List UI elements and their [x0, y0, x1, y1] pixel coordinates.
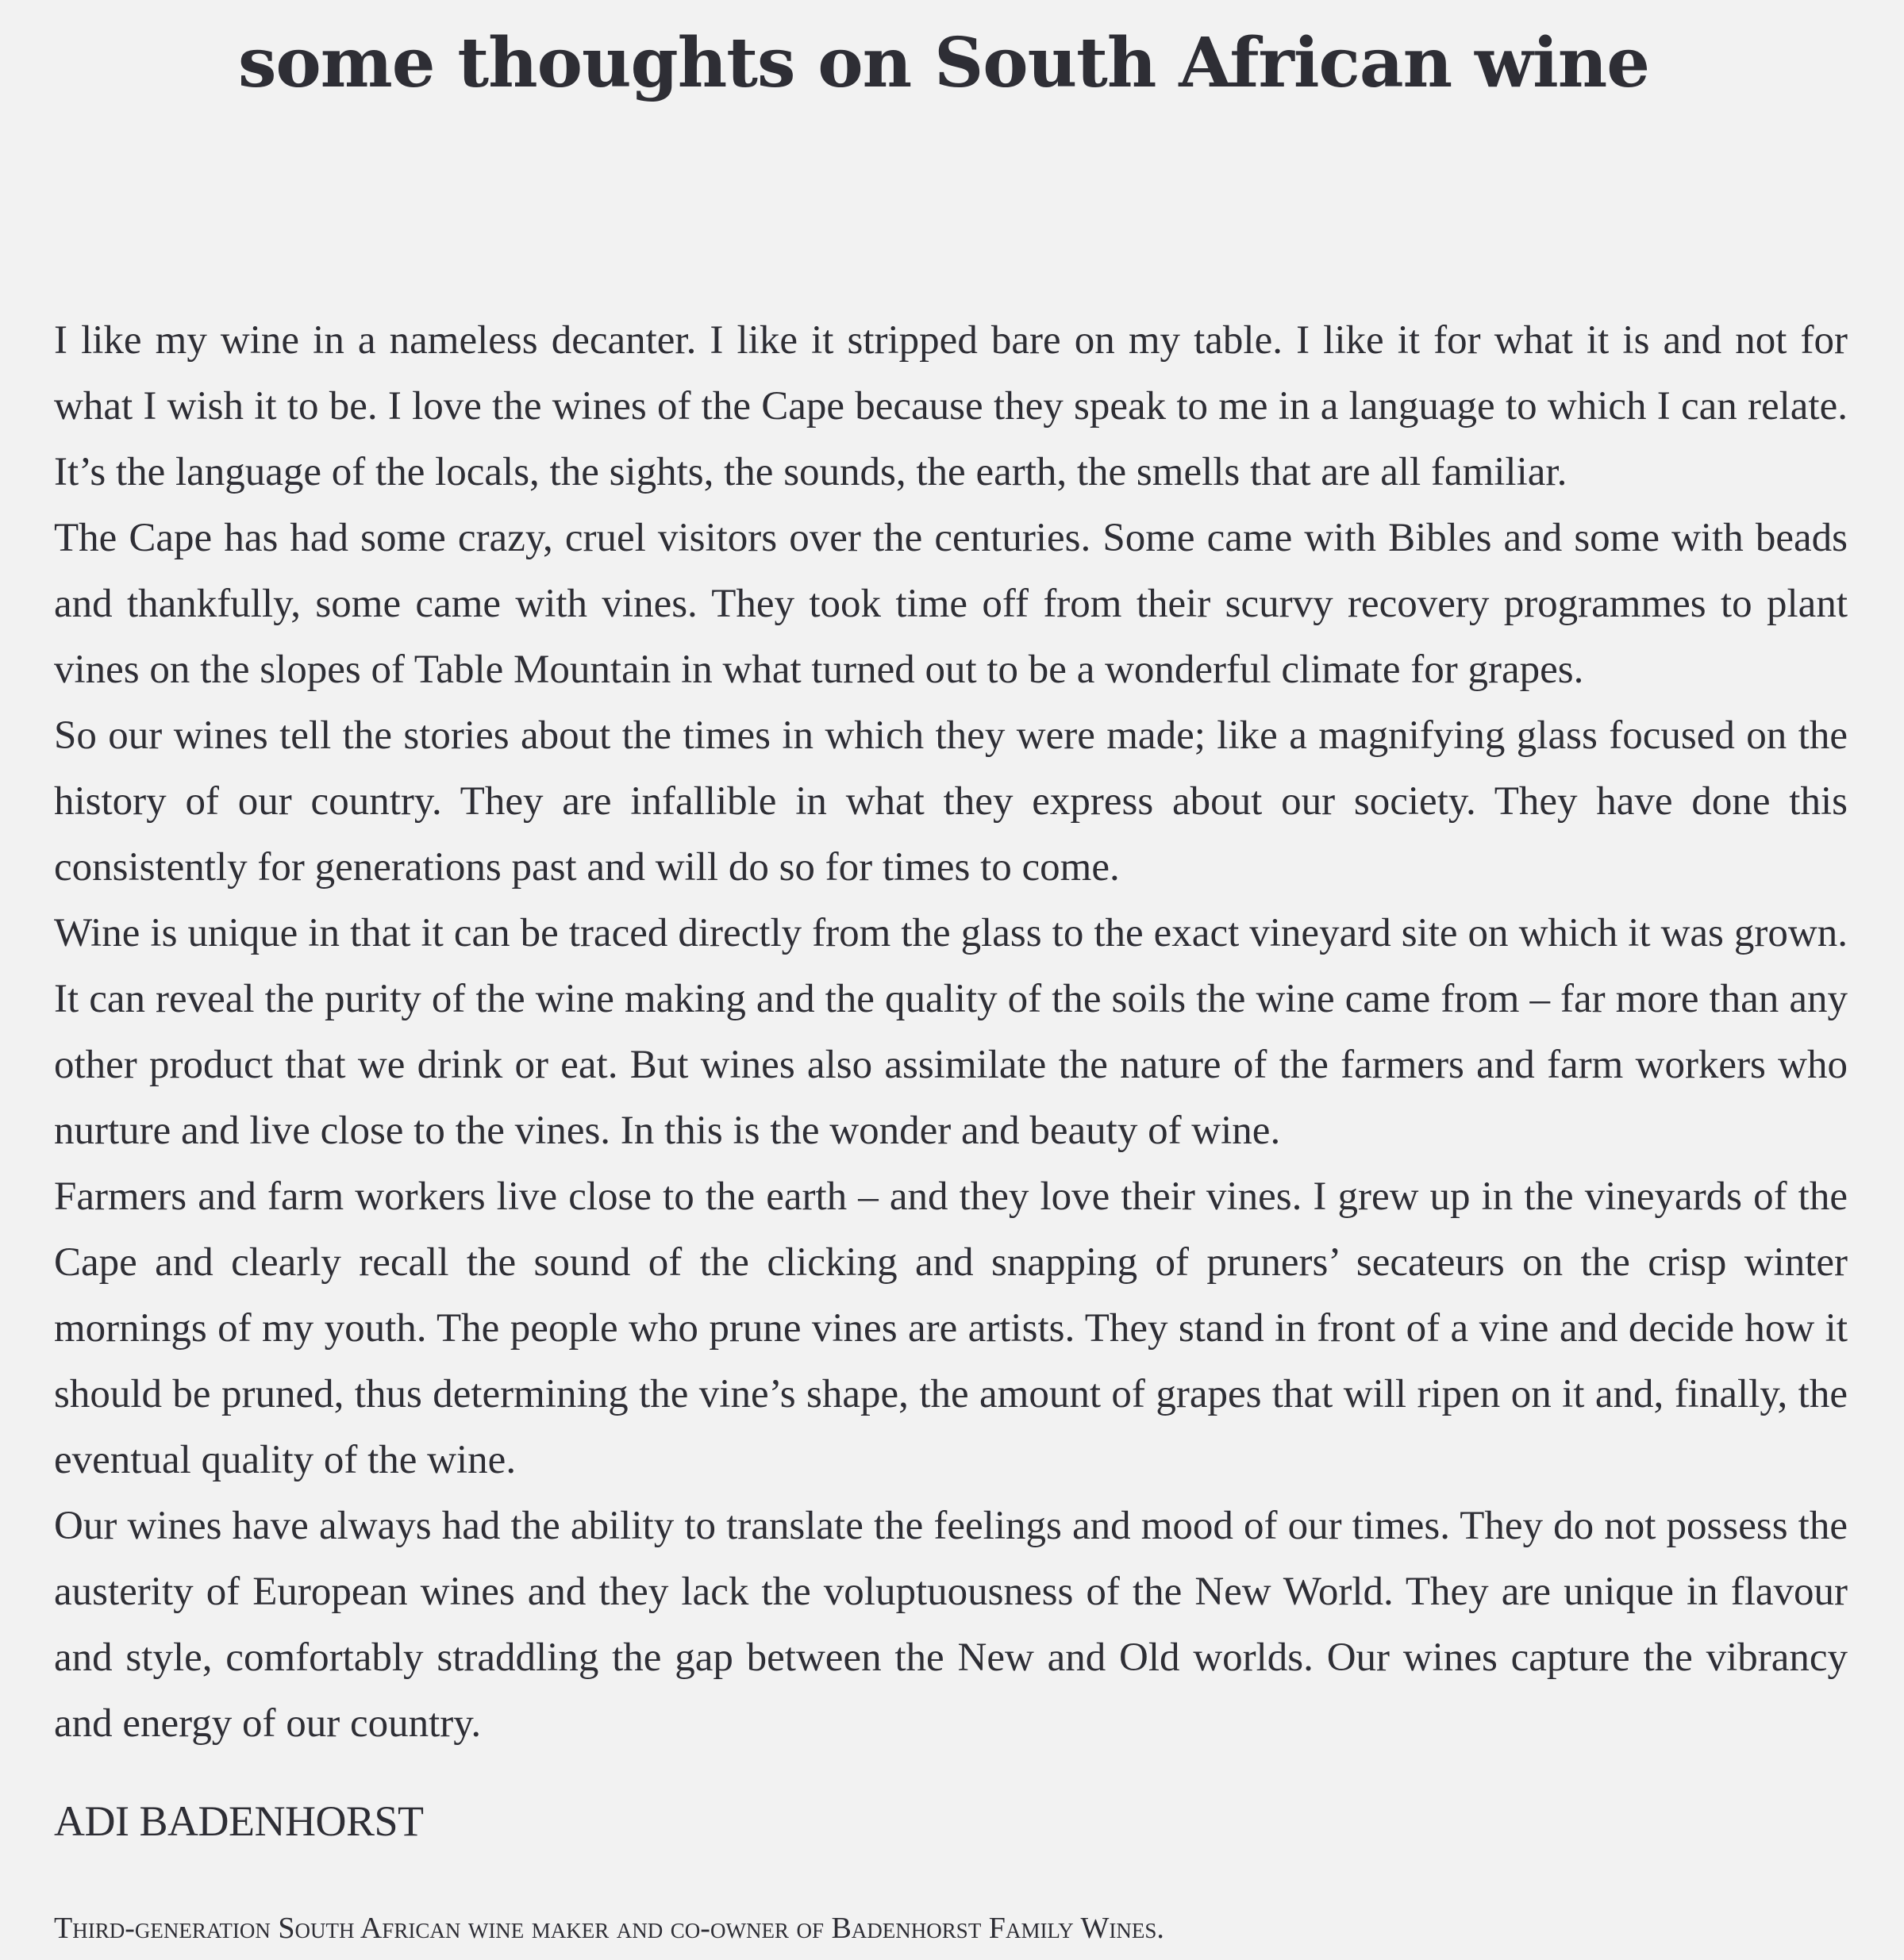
paragraph: The Cape has had some crazy, cruel visitors over the centuries. Some came with Bibles and some with beads and thankfully, some came with vines. They took time off from their scurvy recovery programmes to plant vines on the slopes of Table Mountain in what turned out to be a wonderful climate for grapes. [54, 516, 1848, 692]
article-body [54, 308, 1848, 1757]
paragraph: So our wines tell the stories about the times in which they were made; like a magnifying glass focused on the history of our country. They are infallible in what they express about our society. They have done this consistently for generations past and will do so for times to come. [54, 713, 1848, 890]
author-description: Third-generation South African wine maker and co-owner of Badenhorst Family Wines. [54, 1912, 1164, 1945]
author-name: ADI BADENHORST [54, 1797, 424, 1845]
paragraph: Wine is unique in that it can be traced directly from the glass to the exact vineyard site on which it was grown. It can reveal the purity of the wine making and the quality of the soils the wine came from – far more than any other product that we drink or eat. But wines also assimilate the nature of the farmers and farm workers who nurture and live close to the vines. In this is the wonder and beauty of wine. [54, 911, 1848, 1153]
paragraph: Our wines have always had the ability to translate the feelings and mood of our times. They do not possess the austerity of European wines and they lack the voluptuousness of the New World. They are unique in flavour and style, comfortably straddling the gap between the New and Old worlds. Our wines capture the vibrancy and energy of our country. [54, 1504, 1848, 1746]
page-title: some thoughts on South African wine [237, 23, 1649, 103]
paragraph: Farmers and farm workers live close to the earth – and they love their vines. I grew up in the vineyards of the Cape and clearly recall the sound of the clicking and snapping of pruners’ secateurs on the crisp winter mornings of my youth. The people who prune vines are artists. They stand in front of a vine and decide how it should be pruned, thus determining the vine’s shape, the amount of grapes that will ripen on it and, finally, the eventual quality of the wine. [54, 1174, 1848, 1482]
paragraph: I like my wine in a nameless decanter. I like it stripped bare on my table. I like it for what it is and not for what I wish it to be. I love the wines of the Cape because they speak to me in a language to which I can relate. It’s the language of the locals, the sights, the sounds, the earth, the smells that are all familiar. [54, 318, 1848, 494]
